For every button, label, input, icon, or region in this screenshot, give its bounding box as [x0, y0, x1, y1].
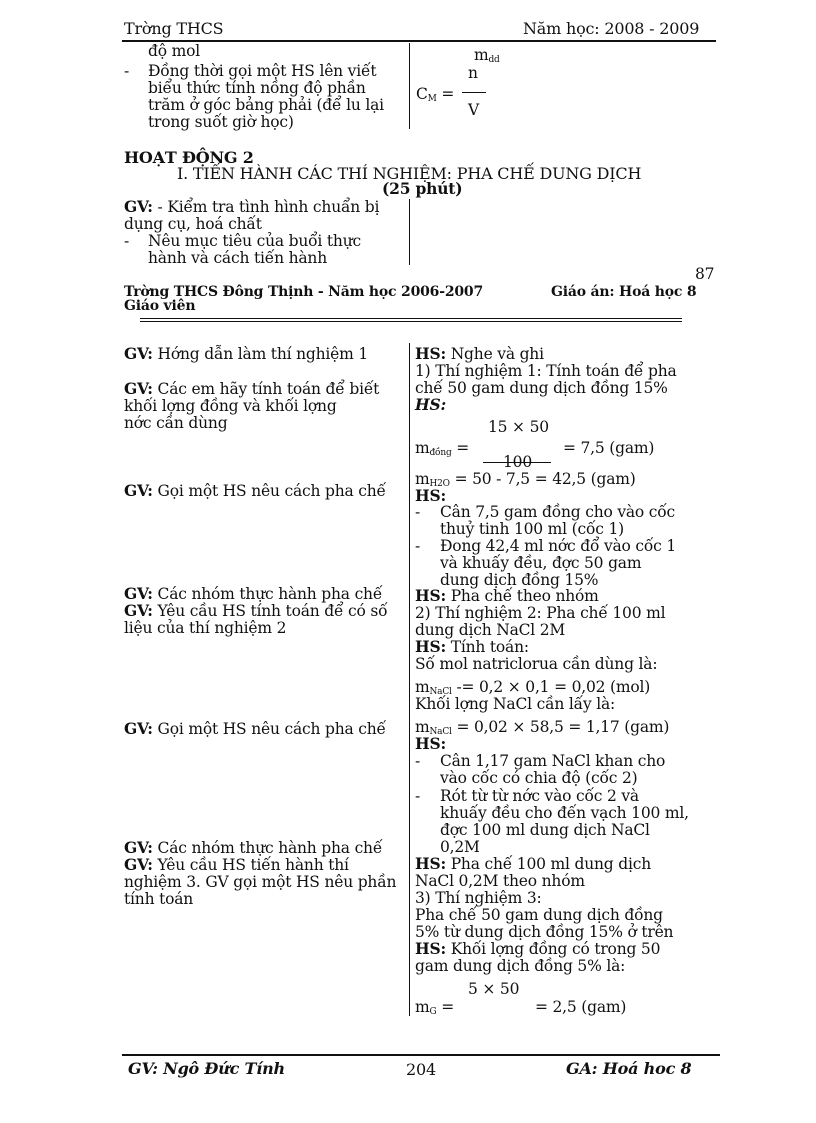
step-2-line-3: dung dịch đồng 15%: [440, 571, 599, 589]
gv-instruction-5-line-2: liệu của thí nghiệm 2: [124, 619, 287, 637]
experiment-2-title: 2) Thí nghiệm 2: Pha chế 100 ml: [415, 604, 666, 622]
hs-label: HS:: [415, 395, 446, 414]
gv-instruction-8: GV: Yêu cầu HS tiến hành thí: [124, 855, 349, 874]
gv-instruction-2: GV: Các em hãy tính toán để biết: [124, 379, 380, 398]
gv-instruction-8-line-2: nghiệm 3. GV gọi một HS nêu phần: [124, 873, 397, 891]
activity-gv-line-1: GV: - Kiểm tra tình hình chuẩn bị: [124, 197, 380, 216]
bullet-dash: -: [124, 62, 130, 80]
formula-3: $m_{NaCl} -= 0,2 \times 0,1 = 0,02$ (mol): [415, 678, 651, 697]
hs-response-7: HS: Pha chế 100 ml dung dịch: [415, 854, 651, 873]
experiment-2-title-line-2: dung dịch NaCl 2M: [415, 621, 566, 639]
pagebreak-teacher: Giáo viên: [124, 298, 196, 314]
activity-title: I. TIẾN HÀNH CÁC THÍ NGHIỆM: PHA CHẾ DUNG DỊCH: [177, 164, 642, 183]
hs-response-5: HS: Tính toán:: [415, 637, 529, 656]
formula-4: $m_{NaCl} = 0,02 \times 58,5 = 1,17$ (gam): [415, 718, 670, 737]
activity-column-divider: [409, 199, 410, 265]
hs-label: HS:: [415, 734, 446, 753]
activity-gv-line-3: Nêu mục tiêu của buổi thực: [148, 232, 361, 250]
gv-instruction-5: GV: Yêu cầu HS tính toán để có số: [124, 601, 388, 620]
step-4-line-1: Rót từ từ nớc vào cốc 2 và: [440, 787, 639, 805]
hs-response-1: HS: Nghe và ghi: [415, 344, 544, 363]
footer-teacher: GV: Ngô Đức Tính: [128, 1059, 285, 1078]
gv-instruction-4: GV: Các nhóm thực hành pha chế: [124, 584, 383, 603]
header-school: Trờng THCS: [124, 19, 224, 38]
experiment-3-line-3: 5% từ dung dịch đồng 15% ở trên: [415, 923, 674, 941]
bullet-dash: -: [415, 787, 421, 805]
mass-line: Khối lợng NaCl cần lấy là:: [415, 695, 616, 713]
experiment-1-title-line-2: chế 50 gam dung dịch đồng 15%: [415, 379, 668, 397]
step-1-line-2: thuỷ tinh 100 ml (cốc 1): [440, 520, 624, 538]
experiment-1-title: 1) Thí nghiệm 1: Tính toán để pha: [415, 362, 677, 380]
formula-1-lhs: $m_{đồng}$ =: [415, 439, 470, 458]
formula-mdd: $m_{dd}$: [474, 46, 500, 65]
gv-instruction-1: GV: Hớng dẫn làm thí nghiệm 1: [124, 344, 368, 363]
pagebreak-rule-top: [140, 318, 682, 319]
step-2-line-2: và khuấy đều, đợc 50 gam: [440, 554, 642, 572]
top-text-line-4: trăm ở góc bảng phải (để lu lại: [148, 96, 384, 114]
formula-denominator: V: [468, 101, 479, 119]
hs-response-8: HS: Khối lợng đồng có trong 50: [415, 939, 661, 958]
gv-instruction-3: GV: Gọi một HS nêu cách pha chế: [124, 481, 386, 500]
bullet-dash: -: [415, 503, 421, 521]
top-text-line-2: Đồng thời gọi một HS lên viết: [148, 62, 377, 80]
activity-heading: HOẠT ĐỘNG 2: [124, 148, 254, 167]
step-3-line-2: vào cốc có chia độ (cốc 2): [440, 769, 638, 787]
activity-gv-line-2: dụng cụ, hoá chất: [124, 215, 262, 233]
formula-1-denominator: 100: [503, 453, 532, 471]
bullet-dash: -: [415, 752, 421, 770]
header-year: Năm học: 2008 - 2009: [523, 19, 700, 38]
formula-1-result: = 7,5 (gam): [563, 439, 655, 457]
footer-rule: [122, 1054, 720, 1056]
formula-5-numerator: 5 × 50: [468, 980, 520, 998]
pagebreak-school: Trờng THCS Đông Thịnh - Năm học 2006-2007: [124, 284, 483, 300]
bullet-dash: -: [415, 537, 421, 555]
hs-label: HS:: [415, 486, 446, 505]
formula-2: $m_{H2O} = 50 - 7,5 = 42,5$ (gam): [415, 470, 636, 489]
formula-1-numerator: 15 × 50: [488, 418, 549, 436]
formula-numerator: n: [468, 64, 478, 82]
top-text-line-5: trong suốt giờ học): [148, 113, 294, 131]
step-1-line-1: Cân 7,5 gam đồng cho vào cốc: [440, 503, 676, 521]
bullet-dash: -: [124, 232, 130, 250]
formula-lhs: $C_M$ =: [416, 85, 455, 104]
step-4-line-4: 0,2M: [440, 838, 480, 856]
pagebreak-subject: Giáo án: Hoá học 8: [551, 284, 697, 300]
gv-instruction-2-line-2: khối lợng đồng và khối lợng: [124, 397, 337, 415]
experiment-3-line-2: Pha chế 50 gam dung dịch đồng: [415, 906, 663, 924]
formula-5-lhs: $m_G$ =: [415, 998, 455, 1017]
footer-subject: GA: Hoá hoc 8: [566, 1059, 692, 1078]
main-column-divider: [409, 343, 410, 1016]
mol-line: Số mol natriclorua cần dùng là:: [415, 655, 658, 673]
footer-page-number: 204: [406, 1060, 436, 1079]
hs-response-4: HS: Pha chế theo nhóm: [415, 586, 599, 605]
experiment-3-title: 3) Thí nghiệm 3:: [415, 889, 542, 907]
activity-duration: (25 phút): [382, 179, 463, 198]
activity-gv-line-4: hành và cách tiến hành: [148, 249, 327, 267]
header-rule: [122, 40, 716, 42]
gv-instruction-7: GV: Các nhóm thực hành pha chế: [124, 838, 383, 857]
step-2-line-1: Đong 42,4 ml nớc đổ vào cốc 1: [440, 537, 677, 555]
formula-5-result: = 2,5 (gam): [535, 998, 627, 1016]
formula-fraction-bar: [462, 92, 486, 93]
pagebreak-rule-bottom: [140, 321, 682, 322]
gv-instruction-8-line-3: tính toán: [124, 890, 194, 908]
page-number: 87: [695, 265, 715, 283]
top-text-line-1: độ mol: [148, 42, 200, 60]
hs-response-8-line-2: gam dung dịch đồng 5% là:: [415, 957, 626, 975]
gv-instruction-6: GV: Gọi một HS nêu cách pha chế: [124, 719, 386, 738]
gv-instruction-2-line-3: nớc cần dùng: [124, 414, 228, 432]
step-3-line-1: Cân 1,17 gam NaCl khan cho: [440, 752, 666, 770]
top-text-line-3: biểu thức tính nồng độ phần: [148, 79, 366, 97]
step-4-line-2: khuấy đều cho đến vạch 100 ml,: [440, 804, 689, 822]
step-4-line-3: đợc 100 ml dung dịch NaCl: [440, 821, 650, 839]
top-column-divider: [409, 43, 410, 129]
hs-response-7-line-2: NaCl 0,2M theo nhóm: [415, 872, 585, 890]
